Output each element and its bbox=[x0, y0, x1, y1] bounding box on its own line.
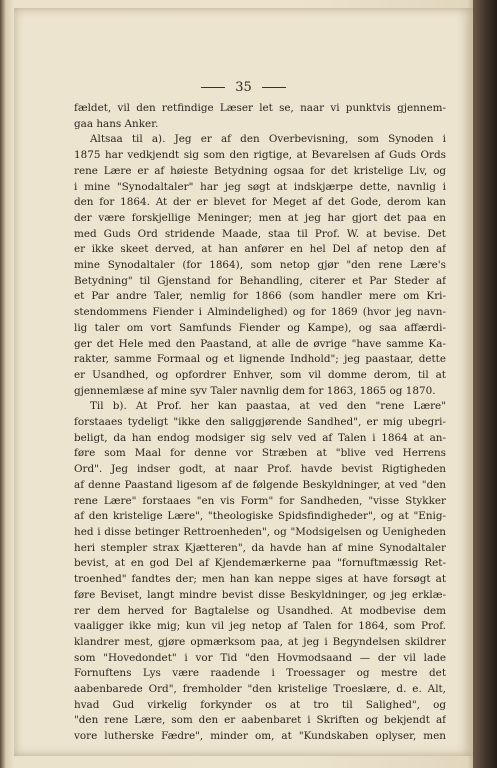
header-rule-left bbox=[201, 87, 225, 88]
text-line: vaaligger ikke mig; kun vil jeg netop af Talen for 1864, som Prof. bbox=[74, 620, 446, 633]
text-line: bevist, at en god Del af Kjendemærkerne paa "fornuftmæssig Ret- bbox=[74, 557, 446, 570]
header-rule-right bbox=[262, 87, 286, 88]
page-header bbox=[14, 80, 473, 95]
text-line: den for 1864. At der er blevet for Meget af det Gode, derom kan bbox=[74, 196, 446, 209]
text-line: rene Lære" forstaaes "en vis Form" for Sandheden, "visse Stykker bbox=[74, 494, 446, 507]
text-line: troenhed" fandtes der; men han kan neppe siges at have forsøgt at bbox=[74, 573, 446, 586]
text-line: lig taler om vort Samfunds Fiender og Kampe), og saa affærdi- bbox=[74, 321, 446, 334]
text-line: af den kristelige Lære", "theologiske Spidsfindigheder", og at "Enig- bbox=[74, 510, 446, 523]
text-line: "den rene Lære, som den er aabenbaret i Skriften og bekjendt af bbox=[74, 714, 446, 727]
text-line: et Par andre Taler, nemlig for 1866 (som handler mere om Kri- bbox=[74, 290, 446, 303]
text-line: er ikke skeet derved, at han anfører en hel Del af netop den af bbox=[74, 243, 446, 256]
text-line: Betydning" til Gjenstand for Behandling, citerer et Par Steder af bbox=[74, 274, 446, 287]
text-line: Til b). At Prof. her kan paastaa, at ved den "rene Lære" bbox=[90, 400, 446, 413]
text-line: gjennemlæse af mine syv Taler navnlig dem for 1863, 1865 og 1870. bbox=[74, 384, 436, 397]
text-line: som "Hovedondet" i vor Tid "den Hovmodsaand — der vil lade bbox=[74, 651, 446, 664]
text-line: aabenbarede Ord", fremholder "den kristelige Troeslære, d. e. Alt, bbox=[74, 683, 446, 696]
text-line: føre Beviset, langt mindre bevist disse Beskyldninger, og jeg erklæ- bbox=[74, 588, 446, 601]
text-line: forstaaes tydeligt "ikke den saliggjørende Sandhed", er mig ubegri- bbox=[74, 416, 446, 429]
text-line: af denne Paastand ligesom af de følgende Beskyldninger, at ved "den bbox=[74, 478, 446, 491]
text-line: i mine "Synodaltaler" har jeg søgt at indskjærpe dette, navnlig i bbox=[74, 180, 446, 193]
text-line: hvad Gud virkelig forkynder os at tro til Salighed", og bbox=[74, 698, 446, 711]
text-line: er Usandhed, og opfordrer Enhver, som vil domme derom, til at bbox=[74, 368, 446, 381]
text-line: stendommens Fiender i Almindelighed) og for 1869 (hvor jeg navn- bbox=[74, 306, 446, 319]
text-line: beligt, da han endog modsiger sig selv ved af Talen i 1864 at an- bbox=[74, 431, 446, 444]
page-number: 35 bbox=[235, 80, 252, 95]
text-line: hed i disse betinger Rettroenheden", og "Modsigelsen og Uenigheden bbox=[74, 525, 446, 538]
text-line: der være forskjellige Meninger; men at jeg har gjort det paa en bbox=[74, 211, 446, 224]
text-line: klandrer mest, gjøre opmærksom paa, at jeg i Begyndelsen skildrer bbox=[74, 635, 446, 648]
text-line: mine Synodaltaler (for 1864), som netop gjør "den rene Lære's bbox=[74, 259, 446, 272]
text-line: Altsaa til a). Jeg er af den Overbevisning, som Synoden i bbox=[90, 133, 446, 146]
text-line: fældet, vil den retfindige Læser let se, naar vi punktvis gjennem- bbox=[74, 102, 446, 114]
body-text bbox=[74, 101, 446, 745]
text-line: gaa hans Anker. bbox=[74, 117, 159, 130]
book-spine bbox=[473, 0, 497, 768]
page-sheet bbox=[14, 8, 473, 756]
text-line: rene Lære er af høieste Betydning ogsaa for det kristelige Liv, og bbox=[74, 164, 446, 177]
text-line: vore lutherske Fædre", minder om, at "Kundskaben oplyser, men bbox=[74, 730, 446, 743]
text-line: ger det Hele med den Paastand, at alle de øvrige "have samme Ka- bbox=[74, 337, 446, 350]
text-line: rakter, samme Formaal og et lignende Indhold"; jeg paastaar, dette bbox=[74, 353, 446, 366]
text-line: rer dem herved for Bagtalelse og Usandhed. At modbevise dem bbox=[74, 604, 446, 617]
text-line: føre som Maal for denne vor Stræben at "blive ved Herrens bbox=[74, 447, 446, 460]
text-line: med Guds Ord stridende Maade, staa til Prof. W. at bevise. Det bbox=[74, 227, 446, 240]
text-line: Fornuftens Lys være raadende i Troessager og mestre det bbox=[74, 667, 446, 680]
text-line: Ord". Jeg indser godt, at naar Prof. havde bevist Rigtigheden bbox=[74, 463, 446, 476]
text-line: 1875 har vedkjendt sig som den rigtige, at Bevarelsen af Guds Ords bbox=[74, 149, 446, 162]
text-line: heri stempler strax Kjætteren", da havde han af mine Synodaltaler bbox=[74, 541, 446, 554]
